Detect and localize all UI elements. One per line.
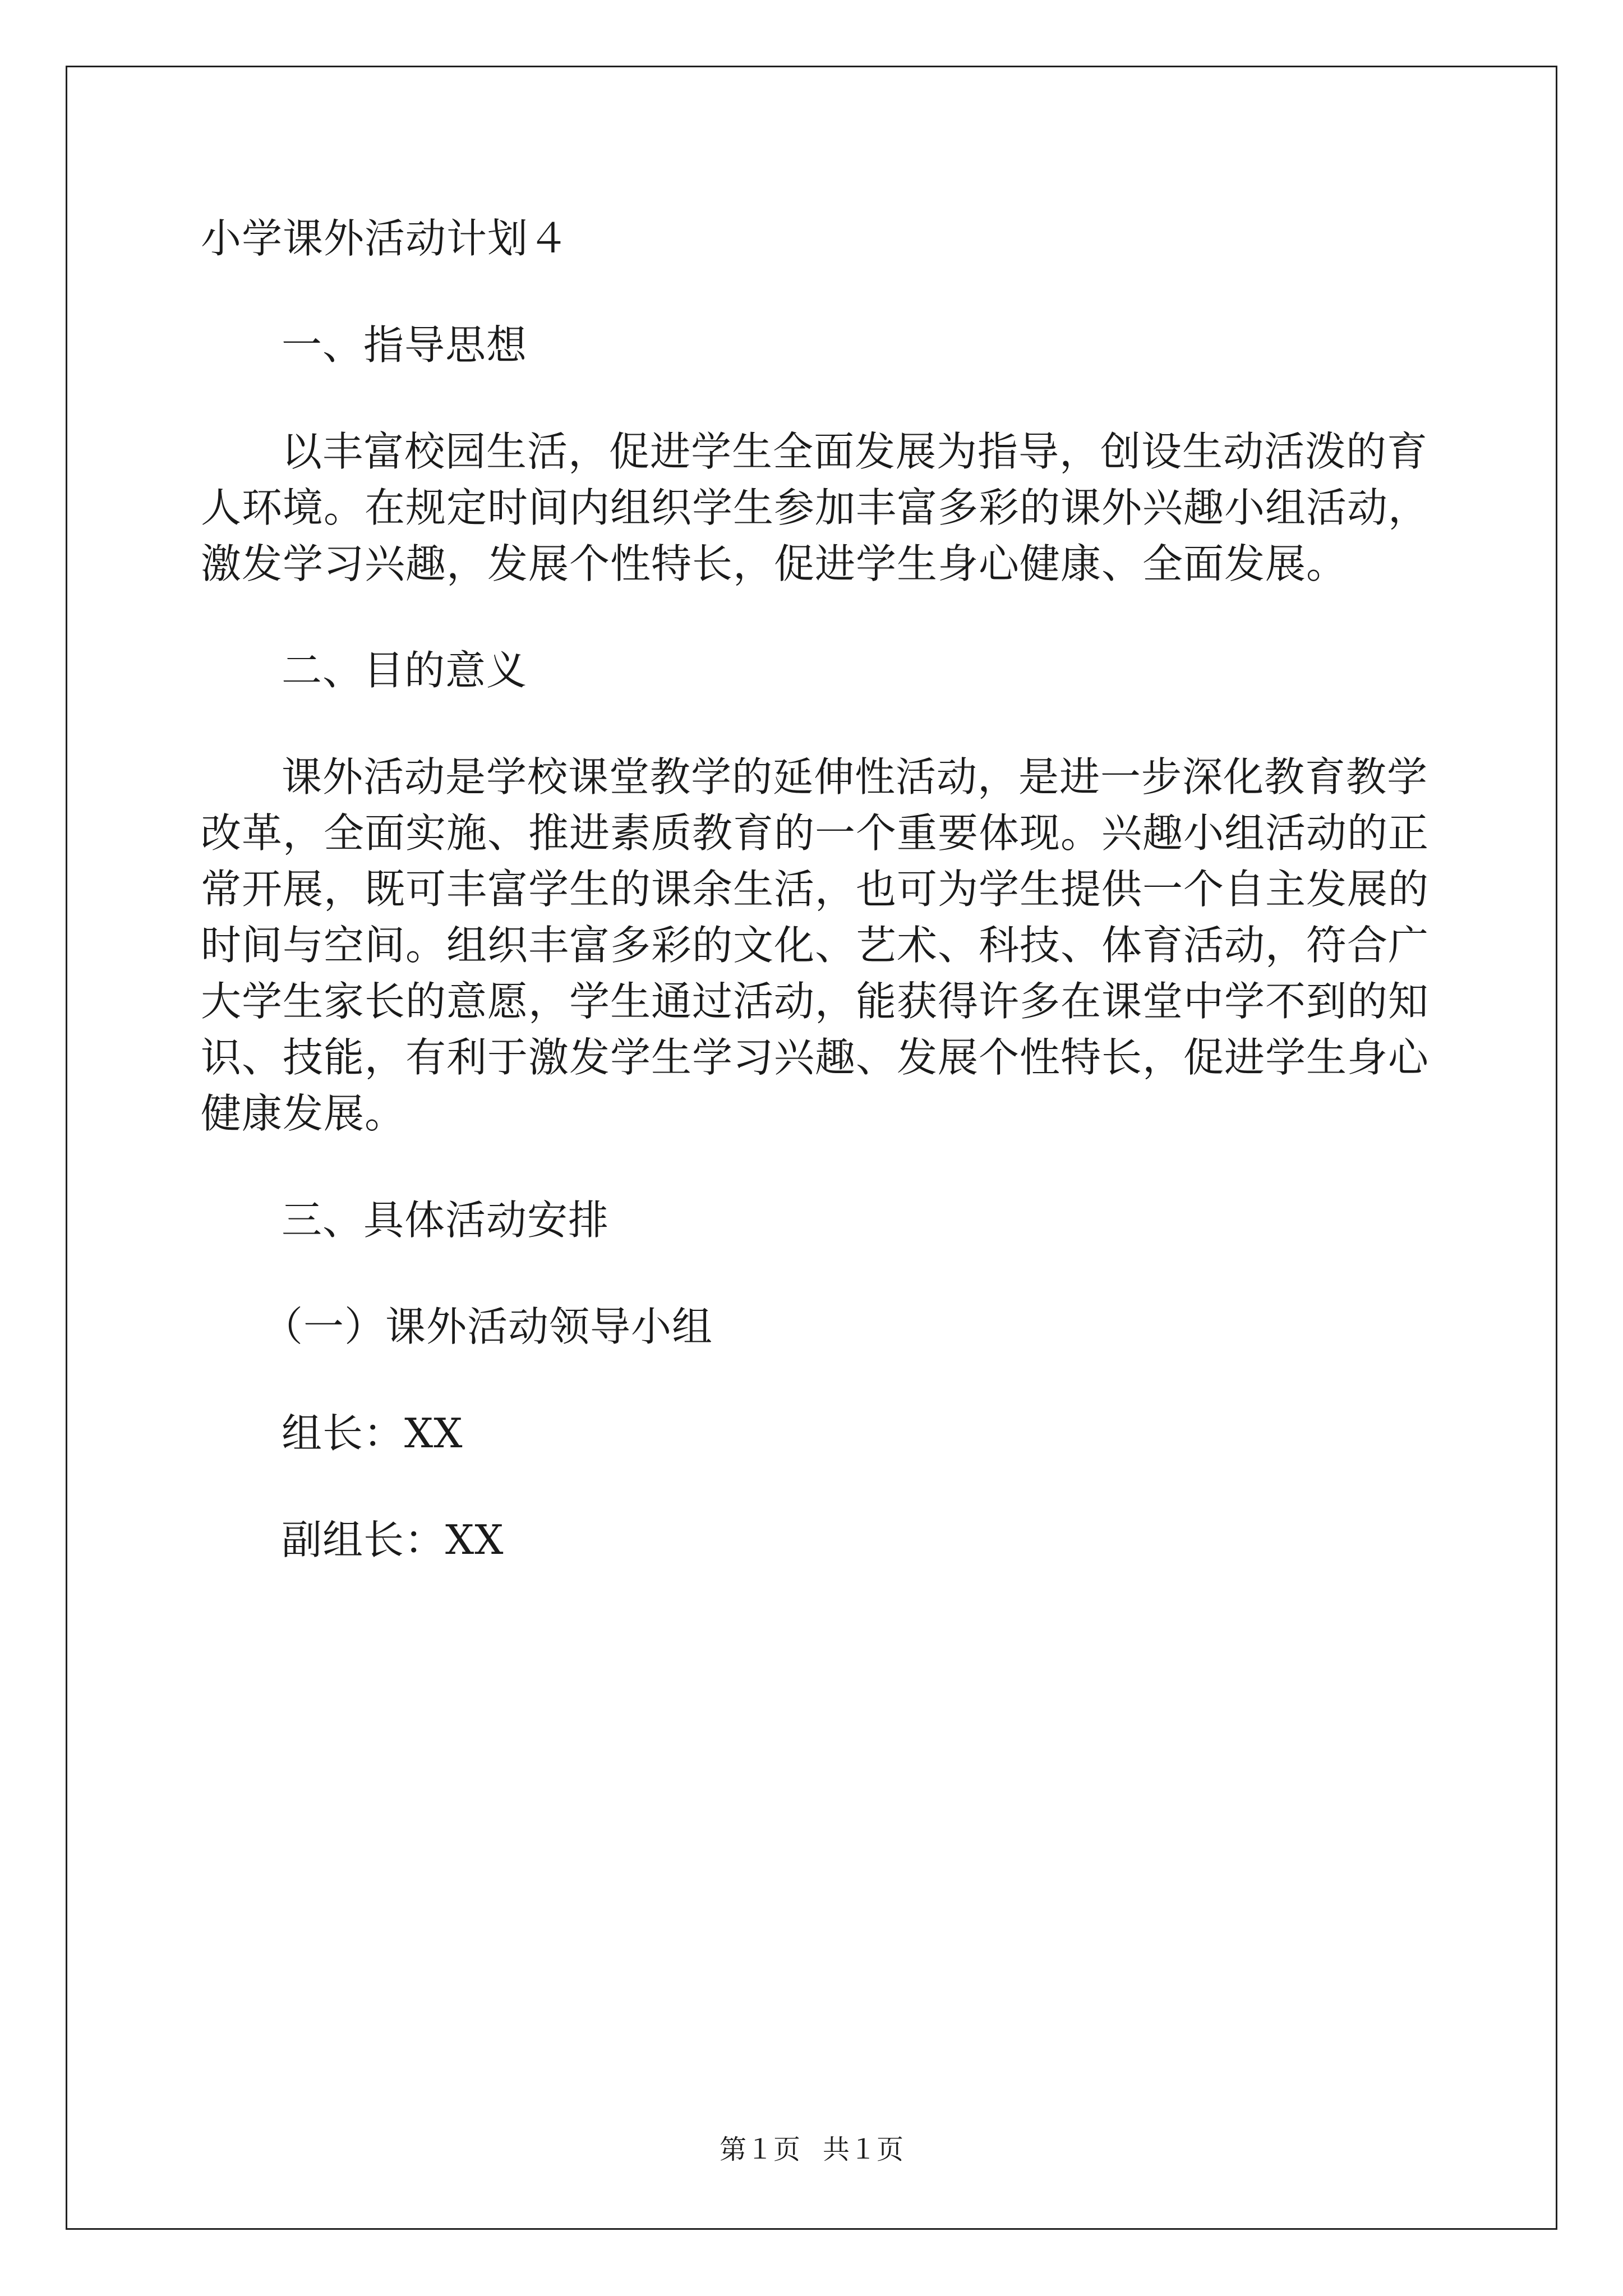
section-paragraph-2 — [201, 752, 1429, 1139]
paragraph-line: 大学生家长的意愿，学生通过活动，能获得许多在课堂中学不到的知 — [201, 978, 1430, 1025]
page-number-current: 第１页 — [719, 2134, 800, 2165]
section-heading-2: 二、目的意义 — [282, 647, 528, 694]
document-body — [201, 213, 1429, 1565]
sub-heading: （一）课外活动领导小组 — [262, 1303, 713, 1350]
paragraph-line: 人环境。在规定时间内组织学生参加丰富多彩的课外兴趣小组活动， — [201, 484, 1430, 531]
page-number-total: 共１页 — [823, 2134, 904, 2165]
paragraph-line: 识、技能，有利于激发学生学习兴趣、发展个性特长，促进学生身心 — [201, 1034, 1430, 1081]
paragraph-line: 激发学习兴趣，发展个性特长，促进学生身心健康、全面发展。 — [201, 540, 1348, 587]
page-footer — [0, 2133, 1623, 2166]
paragraph-line: 健康发展。 — [201, 1090, 406, 1137]
vice-leader-line: 副组长：XX — [282, 1516, 504, 1563]
paragraph-line: 常开展，既可丰富学生的课余生活，也可为学生提供一个自主发展的 — [201, 866, 1430, 913]
section-heading-3: 三、具体活动安排 — [282, 1197, 610, 1244]
section-heading-1: 一、指导思想 — [282, 321, 528, 369]
section-paragraph-1 — [201, 426, 1429, 589]
paragraph-line: 课外活动是学校课堂教学的延伸性活动，是进一步深化教育教学 — [282, 753, 1428, 800]
paragraph-line: 时间与空间。组织丰富多彩的文化、艺术、科技、体育活动，符合广 — [201, 922, 1430, 969]
leader-line: 组长：XX — [282, 1410, 463, 1457]
paragraph-line: 以丰富校园生活，促进学生全面发展为指导，创设生动活泼的育 — [282, 428, 1428, 475]
document-title: 小学课外活动计划４ — [201, 215, 570, 262]
paragraph-line: 改革，全面实施、推进素质教育的一个重要体现。兴趣小组活动的正 — [201, 809, 1430, 857]
